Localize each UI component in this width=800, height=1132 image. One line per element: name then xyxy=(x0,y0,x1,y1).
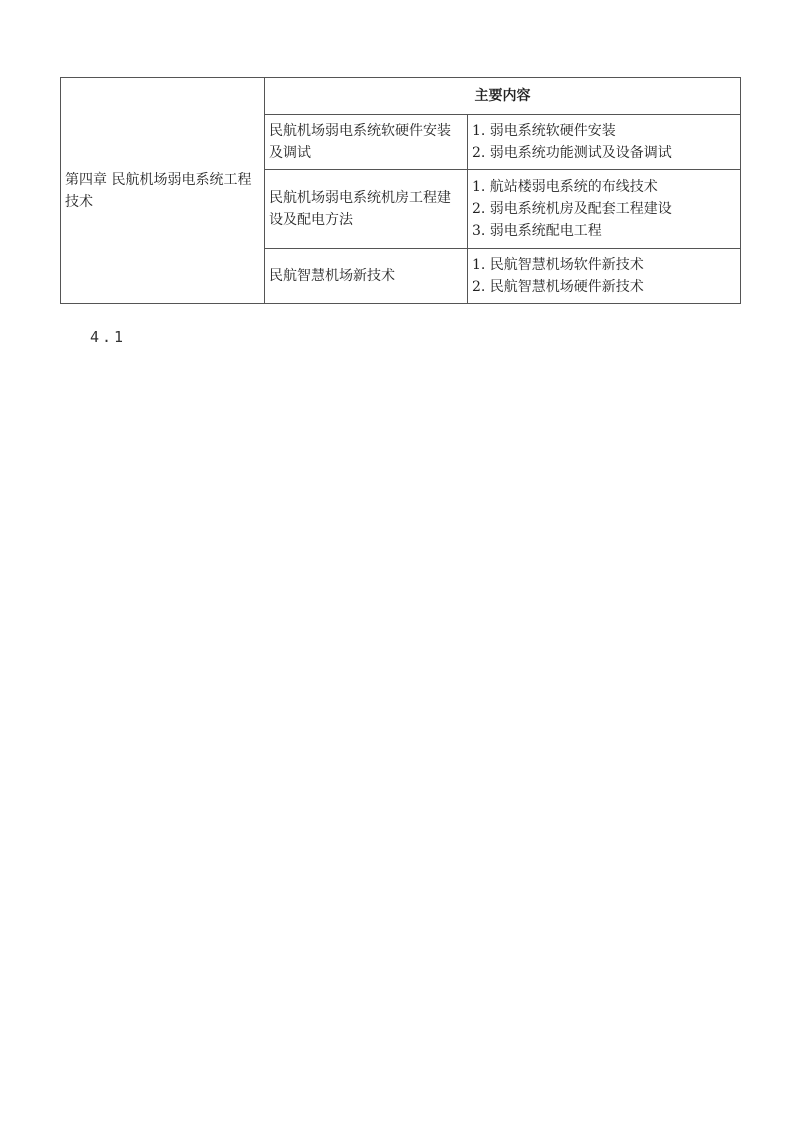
main-content-header: 主要内容 xyxy=(265,78,741,115)
content-item: 2. 弱电系统机房及配套工程建设 xyxy=(472,201,672,217)
section-title-cell: 民航机场弱电系统软硬件安装及调试 xyxy=(265,115,468,170)
content-item: 2. 民航智慧机场硬件新技术 xyxy=(472,279,644,295)
content-item: 1. 民航智慧机场软件新技术 xyxy=(472,257,644,273)
content-item: 1. 航站楼弱电系统的布线技术 xyxy=(472,179,658,195)
content-item: 2. 弱电系统功能测试及设备调试 xyxy=(472,145,672,161)
content-item: 1. 弱电系统软硬件安装 xyxy=(472,123,616,139)
section-title-cell: 民航机场弱电系统机房工程建设及配电方法 xyxy=(265,170,468,249)
content-list-cell xyxy=(468,115,741,170)
course-outline-table xyxy=(60,77,741,304)
chapter-title-cell: 第四章 民航机场弱电系统工程技术 xyxy=(61,78,265,304)
content-list-cell xyxy=(468,249,741,304)
table-header-row xyxy=(61,78,741,115)
content-item: 3. 弱电系统配电工程 xyxy=(472,223,602,239)
section-number: 4.1 xyxy=(90,328,127,346)
section-title-cell: 民航智慧机场新技术 xyxy=(265,249,468,304)
content-list-cell xyxy=(468,170,741,249)
